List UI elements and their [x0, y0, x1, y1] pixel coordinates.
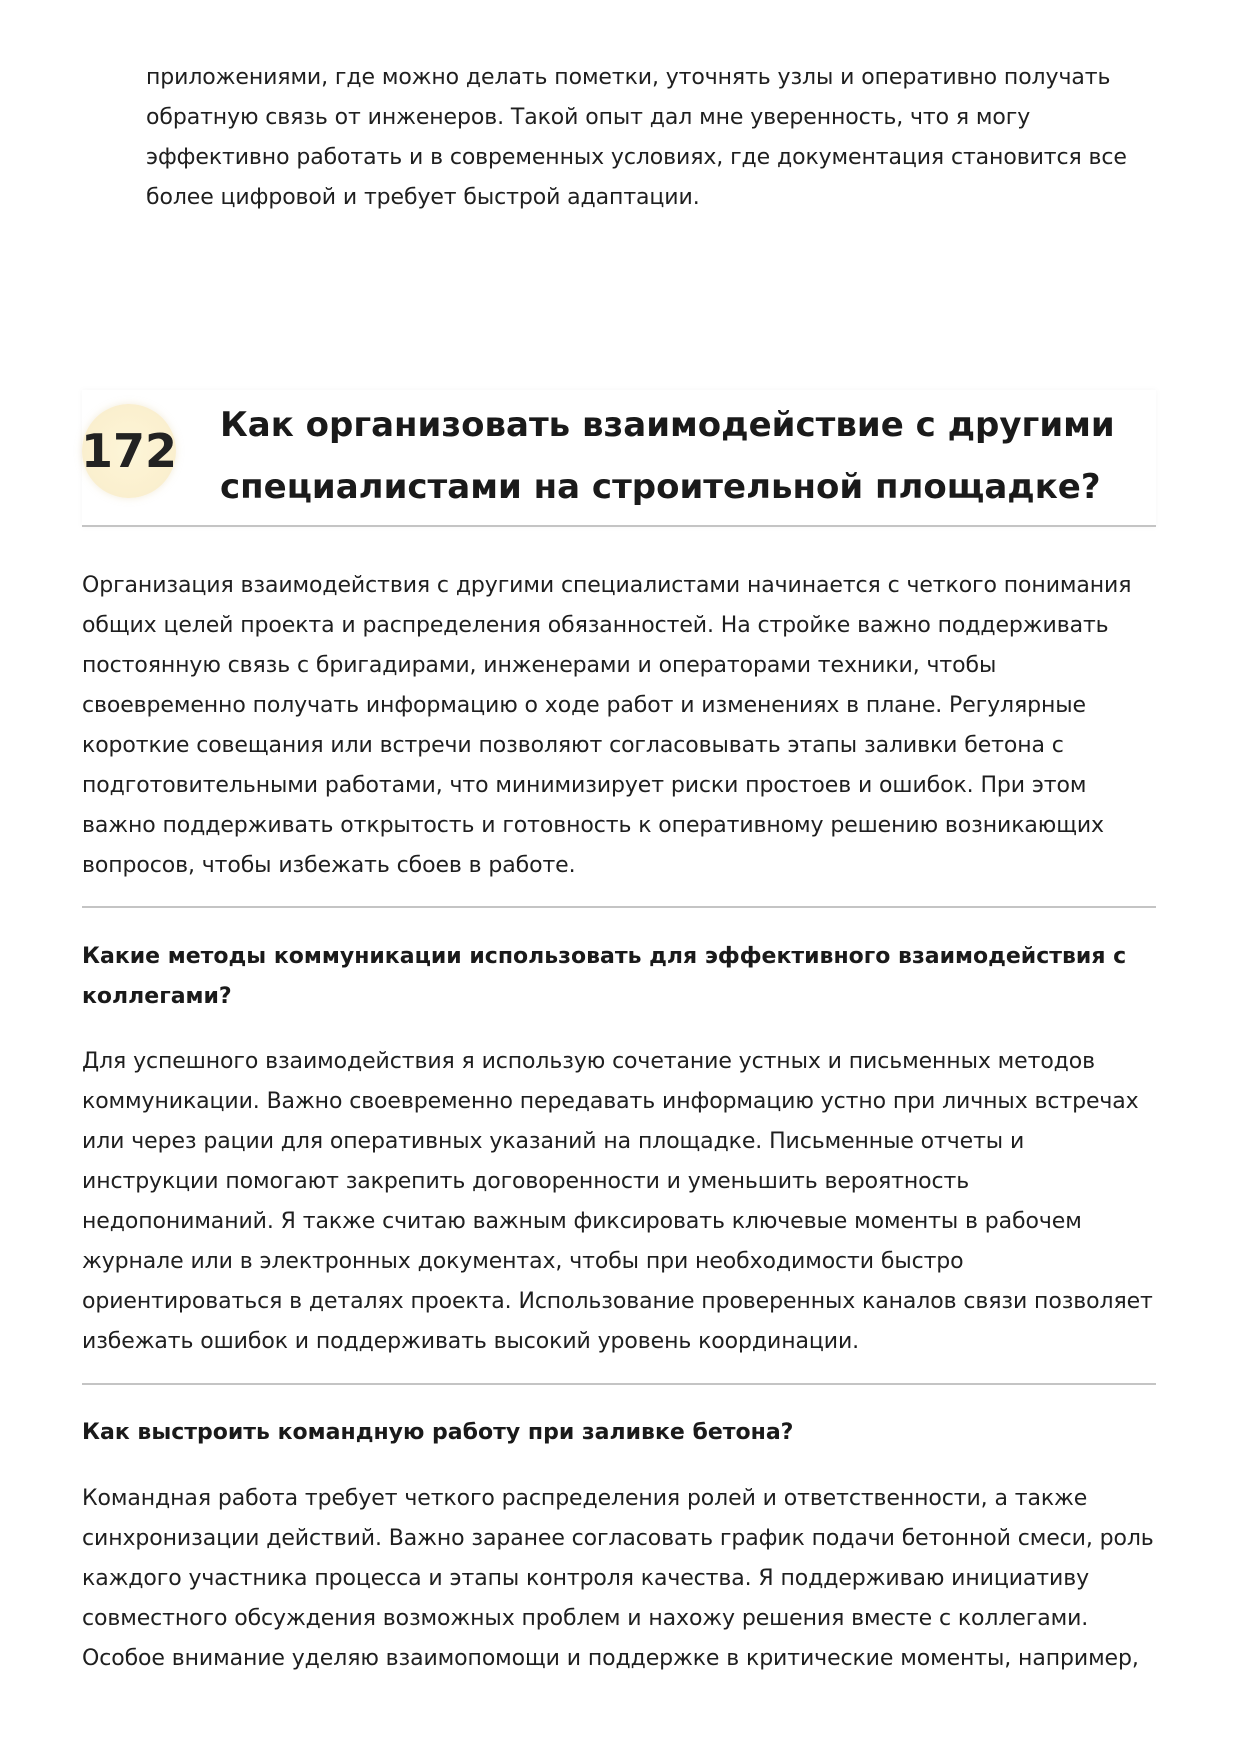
section-divider	[82, 906, 1156, 908]
section-answer-paragraph: Командная работа требует четкого распределения ролей и ответственности, а также синхронизации действий. Важно заранее согласовать график подачи бетонной смеси, роль каждого участника процесса и этапы контроля качества. Я поддерживаю инициативу совместного обсуждения возможных проблем и нахожу решения вместе с коллегами. Особое внимание уделяю взаимопомощи и поддержке в критические моменты, например,	[82, 1486, 1154, 1671]
chapter-title: Как организовать взаимодействие с другими специалистами на строительной площадке?	[220, 405, 1115, 507]
section-question: Какие методы коммуникации использовать для эффективного взаимодействия с коллегами?	[82, 944, 1127, 1009]
section-divider	[82, 1383, 1156, 1385]
intro-paragraph: приложениями, где можно делать пометки, уточнять узлы и оперативно получать обратную связь от инженеров. Такой опыт дал мне уверенность, что я могу эффективно работать и в современных условиях, где документация становится все более цифровой и требует быстрой адаптации.	[146, 65, 1127, 210]
chapter-header	[82, 390, 1156, 527]
section-question: Как выстроить командную работу при заливке бетона?	[82, 1420, 794, 1445]
section-answer-paragraph: Для успешного взаимодействия я использую сочетание устных и письменных методов коммуникации. Важно своевременно передавать информацию устно при личных встречах или через рации для оперативных указаний на площадке. Письменные отчеты и инструкции помогают закрепить договоренности и уменьшить вероятность недопониманий. Я также считаю важным фиксировать ключевые моменты в рабочем журнале или в электронных документах, чтобы при необходимости быстро ориентироваться в деталях проекта. Использование проверенных каналов связи позволяет избежать ошибок и поддерживать высокий уровень координации.	[82, 1049, 1153, 1354]
chapter-answer-paragraph: Организация взаимодействия с другими специалистами начинается с четкого понимания общих целей проекта и распределения обязанностей. На стройке важно поддерживать постоянную связь с бригадирами, инженерами и операторами техники, чтобы своевременно получать информацию о ходе работ и изменениях в плане. Регулярные короткие совещания или встречи позволяют согласовывать этапы заливки бетона с подготовительными работами, что минимизирует риски простоев и ошибок. При этом важно поддерживать открытость и готовность к оперативному решению возникающих вопросов, чтобы избежать сбоев в работе.	[82, 573, 1132, 878]
chapter-number-badge: 172	[82, 404, 176, 498]
